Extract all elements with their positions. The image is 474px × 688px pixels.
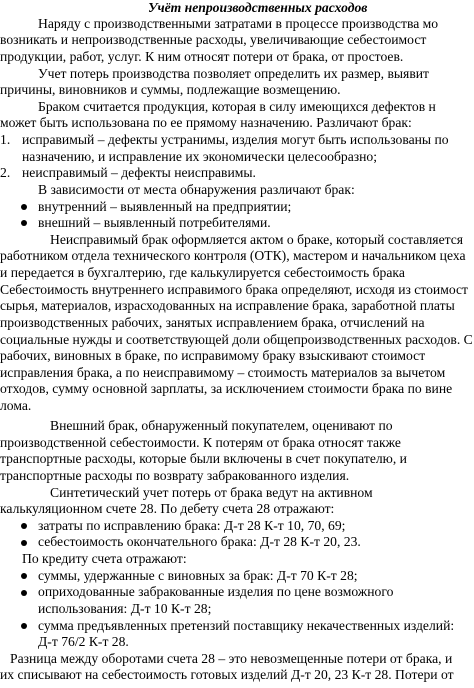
paragraph-line: социальные нужды и соответствующей доли общепроизводственных расходов. С: [0, 331, 473, 347]
list-number: 1.: [0, 132, 11, 148]
paragraph-line: может быть использована по ее прямому назначению. Различают брак:: [0, 115, 412, 131]
bullet-icon: [21, 623, 27, 629]
paragraph-line: Себестоимость внутреннего исправимого брака определяют, исходя из стоимост: [0, 281, 468, 297]
paragraph-line: сырья, материалов, израсходованных на исправление брака, заработной платы: [0, 298, 455, 314]
document-title: Учёт непроизводственных расходов: [148, 0, 368, 15]
list-number: 2.: [0, 165, 11, 181]
list-item-line: неисправимый – дефекты неисправимы.: [22, 165, 256, 181]
paragraph-line: отходов, сумму основной зарплаты, за исключением стоимости брака по вине: [0, 381, 453, 397]
paragraph-line: Неисправимый брак оформляется актом о браке, который составляется: [50, 231, 464, 247]
paragraph-line: их списывают на себестоимость готовых изделий Д-т 20, 23 К-т 28. Потери от: [0, 667, 454, 683]
bullet-icon: [21, 573, 27, 579]
list-item-line: исправимый – дефекты устранимы, изделия могут быть использованы по: [22, 132, 449, 148]
paragraph-line: производственных рабочих, занятых исправлением брака, отчислений на: [0, 314, 425, 330]
paragraph-line: продукции, работ, услуг. К ним относят потери от брака, от простоев.: [0, 48, 404, 64]
paragraph-line: производственной себестоимости. К потерям от брака относят также: [0, 434, 401, 450]
paragraph-line: Синтетический учет потерь от брака ведут на активном: [50, 484, 373, 500]
bullet-icon: [21, 204, 27, 210]
bullet-item: суммы, удержанные с виновных за брак: Д-т 70 К-т 28;: [38, 567, 358, 583]
bullet-item: себестоимость окончательного брака: Д-т 28 К-т 20, 23.: [38, 534, 361, 550]
paragraph-line: рабочих, виновных в браке, по исправимому браку взыскивают стоимост: [0, 348, 426, 364]
bullet-item: Д-т 76/2 К-т 28.: [38, 634, 129, 650]
paragraph-line: исправления брака, а по неисправимому – стоимость материалов за вычетом: [0, 364, 446, 380]
paragraph-line: Внешний брак, обнаруженный покупателем, оценивают по: [50, 418, 393, 434]
bullet-item: оприходованные забракованные изделия по цене возможного: [38, 584, 394, 600]
paragraph-line: и передается в бухгалтерию, где калькулируется себестоимость брака: [0, 265, 405, 281]
paragraph-line: По кредиту счета отражают:: [22, 551, 187, 567]
paragraph-line: Учет потерь производства позволяет определить их размер, выявит: [38, 65, 430, 81]
paragraph-line: Разница между оборотами счета 28 – это невозмещенные потери от брака, и: [10, 650, 453, 666]
bullet-item: затраты по исправлению брака: Д-т 28 К-т 10, 70, 69;: [38, 517, 346, 533]
paragraph-line: транспортные расходы по возврату забракованного изделия.: [0, 467, 350, 483]
bullet-item: внутренний – выявленный на предприятии;: [38, 198, 292, 214]
paragraph-line: лома.: [0, 397, 32, 413]
bullet-item: сумма предъявленных претензий поставщику некачественных изделий:: [38, 617, 455, 633]
paragraph-line: причины, виновников и суммы, подлежащие возмещению.: [0, 82, 341, 98]
list-item-line: назначению, и исправление их экономически целесообразно;: [22, 148, 378, 164]
paragraph-line: Наряду с производственными затратами в процессе производства мо: [38, 15, 439, 31]
bullet-icon: [21, 590, 27, 596]
paragraph-line: В зависимости от места обнаружения различают брак:: [38, 181, 355, 197]
bullet-icon: [21, 220, 27, 226]
paragraph-line: транспортные расходы, которые были включены в счет покупателю, и: [0, 451, 407, 467]
paragraph-line: возникать и непроизводственные расходы, увеличивающие себестоимост: [0, 32, 427, 48]
bullet-icon: [21, 540, 27, 546]
bullet-icon: [21, 523, 27, 529]
paragraph-line: Браком считается продукция, которая в силу имеющихся дефектов н: [38, 98, 436, 114]
bullet-item: внешний – выявленный потребителями.: [38, 215, 271, 231]
paragraph-line: калькуляционном счете 28. По дебету счета 28 отражают:: [0, 501, 335, 517]
paragraph-line: работником отдела технического контроля (ОТК), мастером и начальником цеха: [0, 248, 466, 264]
bullet-item: использования: Д-т 10 К-т 28;: [38, 600, 212, 616]
